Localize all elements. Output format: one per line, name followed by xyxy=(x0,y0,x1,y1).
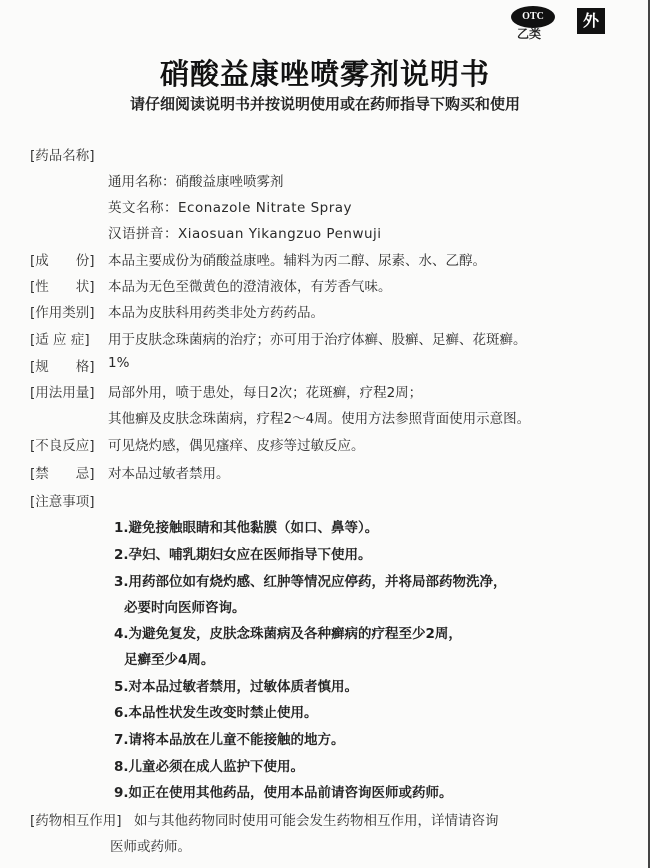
contraindications-text: 对本品过敏者禁用。 xyxy=(108,466,230,482)
precaution-item: 2.孕妇、哺乳期妇女应在医师指导下使用。 xyxy=(114,547,372,563)
section-label-contraindications: [禁 忌] xyxy=(30,466,95,482)
precaution-item: 1.避免接触眼睛和其他黏膜（如口、鼻等）。 xyxy=(114,520,379,536)
external-use-badge: 外 xyxy=(577,8,605,34)
generic-name: 通用名称：硝酸益康唑喷雾剂 xyxy=(108,174,284,190)
adverse-text: 可见烧灼感，偶见瘙痒、皮疹等过敏反应。 xyxy=(108,438,365,454)
section-label-category: [作用类别] xyxy=(30,305,95,321)
precaution-item: 7.请将本品放在儿童不能接触的地方。 xyxy=(114,732,345,748)
document-subtitle: 请仔细阅读说明书并按说明使用或在药师指导下购买和使用 xyxy=(129,95,520,113)
precaution-item: 5.对本品过敏者禁用，过敏体质者慎用。 xyxy=(114,679,359,695)
otc-category: 乙类 xyxy=(517,27,542,41)
section-label-interactions: [药物相互作用] xyxy=(30,813,122,829)
section-label-indications: [适 应 症] xyxy=(30,332,90,348)
composition-text: 本品主要成份为硝酸益康唑。辅料为丙二醇、尿素、水、乙醇。 xyxy=(108,253,486,269)
interactions-line-2: 医师或药师。 xyxy=(110,839,191,855)
dosage-line-2: 其他癣及皮肤念珠菌病，疗程2～4周。使用方法参照背面使用示意图。 xyxy=(108,411,531,427)
precaution-item-continued: 必要时向医师咨询。 xyxy=(124,600,246,616)
section-label-appearance: [性 状] xyxy=(30,279,95,295)
dosage-line-1: 局部外用，喷于患处，每日2次；花斑癣，疗程2周； xyxy=(108,385,423,401)
precaution-item-continued: 足癣至少4周。 xyxy=(124,652,215,668)
pinyin-name: 汉语拼音：Xiaosuan Yikangzuo Penwuji xyxy=(108,226,382,242)
precaution-item: 6.本品性状发生改变时禁止使用。 xyxy=(114,705,318,721)
english-name: 英文名称：Econazole Nitrate Spray xyxy=(108,200,353,216)
interactions-line-1: 如与其他药物同时使用可能会发生药物相互作用，详情请咨询 xyxy=(134,813,499,829)
section-label-drug-name: [药品名称] xyxy=(30,148,95,164)
appearance-text: 本品为无色至微黄色的澄清液体，有芳香气味。 xyxy=(108,279,392,295)
section-label-composition: [成 份] xyxy=(30,253,95,269)
otc-badge: OTC xyxy=(511,6,555,28)
precaution-item: 4.为避免复发，皮肤念珠菌病及各种癣病的疗程至少2周， xyxy=(114,626,462,642)
precaution-item: 8.儿童必须在成人监护下使用。 xyxy=(114,759,305,775)
precaution-item: 3.用药部位如有烧灼感、红肿等情况应停药，并将局部药物洗净， xyxy=(114,574,507,590)
document-title: 硝酸益康唑喷雾剂说明书 xyxy=(159,57,490,91)
indications-text: 用于皮肤念珠菌病的治疗；亦可用于治疗体癣、股癣、足癣、花斑癣。 xyxy=(108,332,527,348)
section-label-precautions: [注意事项] xyxy=(30,494,95,510)
section-label-spec: [规 格] xyxy=(30,359,95,375)
category-text: 本品为皮肤科用药类非处方药药品。 xyxy=(108,305,324,321)
section-label-adverse: [不良反应] xyxy=(30,438,95,454)
precaution-item: 9.如正在使用其他药品，使用本品前请咨询医师或药师。 xyxy=(114,785,453,801)
section-label-dosage: [用法用量] xyxy=(30,385,95,401)
spec-text: 1% xyxy=(108,355,130,371)
